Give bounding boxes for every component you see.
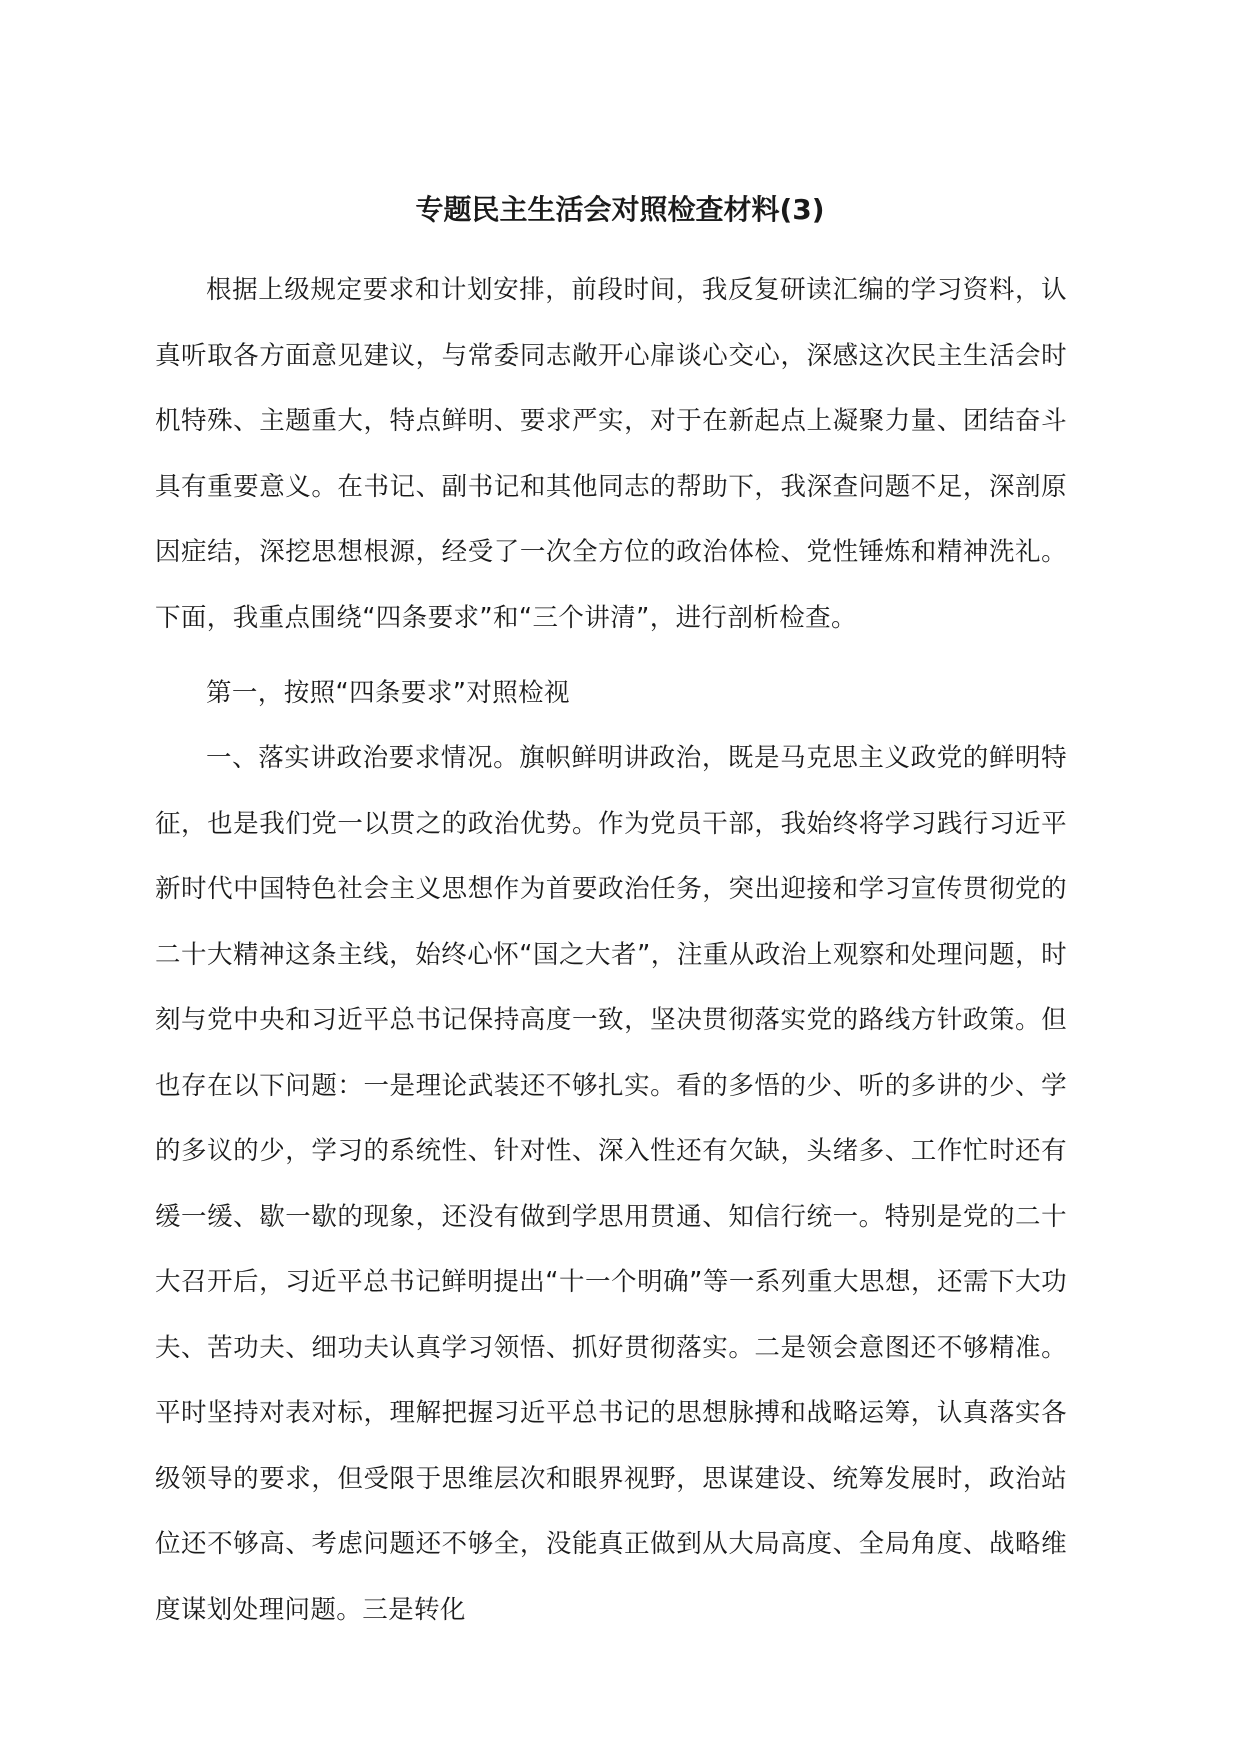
- document-title: 专题民主生活会对照检查材料(3): [415, 193, 825, 226]
- section-heading: 第一，按照“四条要求”对照检视: [206, 678, 570, 708]
- paragraph-political-requirements: 一、落实讲政治要求情况。旗帜鲜明讲政治，既是马克思主义政党的鲜明特征，也是我们党一以贯之的政治优势。作为党员干部，我始终将学习践行习近平新时代中国特色社会主义思想作为首要政治任务，突出迎接和学习宣传贯彻党的二十大精神这条主线，始终心怀“国之大者”，注重从政治上观察和处理问题，时刻与党中央和习近平总书记保持高度一致，坚决贯彻落实党的路线方针政策。但也存在以下问题：一是理论武装还不够扎实。看的多悟的少、听的多讲的少、学的多议的少，学习的系统性、针对性、深入性还有欠缺，头绪多、工作忙时还有缓一缓、歇一歇的现象，还没有做到学思用贯通、知信行统一。特别是党的二十大召开后，习近平总书记鲜明提出“十一个明确”等一系列重大思想，还需下大功夫、苦功夫、细功夫认真学习领悟、抓好贯彻落实。二是领会意图还不够精准。平时坚持对表对标，理解把握习近平总书记的思想脉搏和战略运筹，认真落实各级领导的要求，但受限于思维层次和眼界视野，思谋建设、统筹发展时，政治站位还不够高、考虑问题还不够全，没能真正做到从大局高度、全局角度、战略维度谋划处理问题。三是转化: [155, 743, 1067, 1625]
- paragraph-intro: 根据上级规定要求和计划安排，前段时间，我反复研读汇编的学习资料，认真听取各方面意见建议，与常委同志敞开心扉谈心交心，深感这次民主生活会时机特殊、主题重大，特点鲜明、要求严实，对于在新起点上凝聚力量、团结奋斗具有重要意义。在书记、副书记和其他同志的帮助下，我深查问题不足，深剖原因症结，深挖思想根源，经受了一次全方位的政治体检、党性锤炼和精神洗礼。下面，我重点围绕“四条要求”和“三个讲清”，进行剖析检查。: [155, 275, 1067, 633]
